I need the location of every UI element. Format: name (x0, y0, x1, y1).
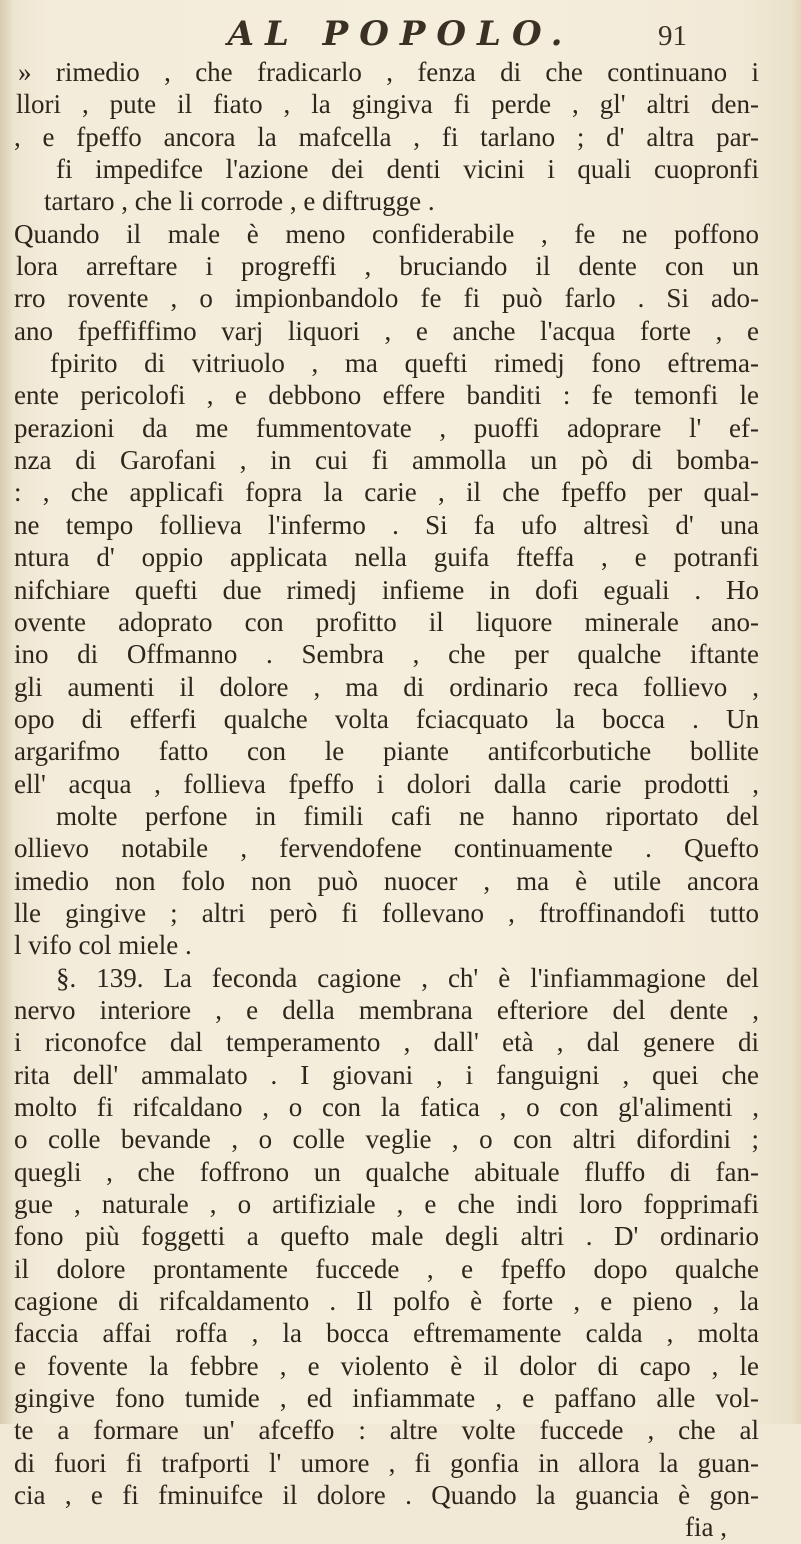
text-line: ovente adoprato con profitto il liquore minerale ano- (14, 606, 759, 637)
text-line: e fovente la febbre , e violento è il dolor di capo , le (14, 1350, 759, 1381)
text-line: : , che applicafi fopra la carie , il che fpeffo per qual- (14, 477, 759, 508)
text-line: molto fi rifcaldano , o con la fatica , o con gl'alimenti , (14, 1092, 759, 1122)
text-line: §. 139. La feconda cagione , ch' è l'infiammagione del (56, 962, 759, 993)
catchword: fia , (685, 1512, 727, 1543)
text-line: gue , naturale , o artifiziale , e che indi loro fopprimafi (14, 1189, 759, 1220)
text-line: fono più foggetti a quefto male degli altri . D' ordinario (14, 1221, 759, 1252)
text-line: » rimedio , che fradicarlo , fenza di che continuano i (18, 57, 759, 87)
text-line: tartaro , che li corrode , e diftrugge . (44, 186, 435, 217)
text-line: gingive fono tumide , ed infiammate , e paffano alle vol- (14, 1383, 759, 1414)
text-line: llori , pute il fiato , la gingiva fi perde , gl' altri den- (16, 89, 759, 120)
text-line: ino di Offmanno . Sembra , che per qualche iftante (14, 639, 759, 670)
text-line: rro rovente , o impionbandolo fe fi può farlo . Si ado- (14, 283, 759, 314)
text-line: cia , e fi fminuifce il dolore . Quando la guancia è gon- (14, 1480, 759, 1511)
text-line: l vifo col miele . (14, 930, 192, 961)
text-line: di fuori fi trafporti l' umore , fi gonfia in allora la guan- (14, 1447, 759, 1478)
text-line: cagione di rifcaldamento . Il polfo è forte , e pieno , la (14, 1286, 759, 1317)
page-header (0, 14, 801, 58)
text-line: gli aumenti il dolore , ma di ordinario reca follievo , (14, 671, 759, 702)
running-title: AL POPOLO. (227, 14, 574, 54)
text-line: , e fpeffo ancora la mafcella , fi tarlano ; d' altra par- (14, 121, 759, 152)
text-line: opo di efferfi qualche volta fciacquato la bocca . Un (14, 703, 759, 734)
text-line: ell' acqua , follieva fpeffo i dolori dalla carie prodotti , (14, 768, 759, 799)
text-line: i riconofce dal temperamento , dall' età , dal genere di (14, 1027, 759, 1058)
text-line: quegli , che foffrono un qualche abituale fluffo di fan- (14, 1156, 759, 1187)
text-line: o colle bevande , o colle veglie , o con altri difordini ; (14, 1124, 759, 1155)
text-line: ente pericolofi , e debbono effere banditi : fe temonfi le (14, 380, 759, 411)
text-line: imedio non folo non può nuocer , ma è utile ancora (14, 865, 759, 896)
text-line: lora arreftare i progreffi , bruciando il dente con un (16, 251, 759, 282)
text-line: lle gingive ; altri però fi follevano , ftroffinandofi tutto (14, 897, 759, 928)
text-line: fpirito di vitriuolo , ma quefti rimedj fono eftrema- (50, 348, 759, 379)
text-line: Quando il male è meno confiderabile , fe ne poffono (14, 218, 759, 249)
body-text (0, 56, 801, 1544)
text-line: molte perfone in fimili cafi ne hanno riportato del (56, 800, 759, 831)
text-line: nifchiare quefti due rimedj infieme in dofi eguali . Ho (14, 574, 759, 605)
text-line: perazioni da me fummentovate , puoffi adoprare l' ef- (14, 412, 759, 443)
text-line: ollievo notabile , fervendofene continuamente . Quefto (14, 833, 759, 864)
text-line: fi impedifce l'azione dei denti vicini i quali cuopronfi (56, 154, 759, 185)
text-line: ne tempo follieva l'infermo . Si fa ufo altresì d' una (14, 509, 759, 540)
text-line: nervo interiore , e della membrana efteriore del dente , (14, 994, 759, 1025)
text-line: rita dell' ammalato . I giovani , i fanguigni , quei che (14, 1059, 759, 1090)
text-line: nza di Garofani , in cui fi ammolla un pò di bomba- (14, 445, 759, 476)
text-line: te a formare un' afceffo : altre volte fuccede , che al (14, 1415, 759, 1446)
text-line: il dolore prontamente fuccede , e fpeffo dopo qualche (14, 1253, 759, 1284)
page-number: 91 (658, 20, 687, 52)
text-line: ntura d' oppio applicata nella guifa fteffa , e potranfi (14, 542, 759, 573)
text-line: faccia affai roffa , la bocca eftremamente calda , molta (14, 1318, 759, 1349)
text-line: argarifmo fatto con le piante antifcorbutiche bollite (14, 736, 759, 767)
text-line: ano fpeffiffimo varj liquori , e anche l'acqua forte , e (14, 315, 759, 346)
